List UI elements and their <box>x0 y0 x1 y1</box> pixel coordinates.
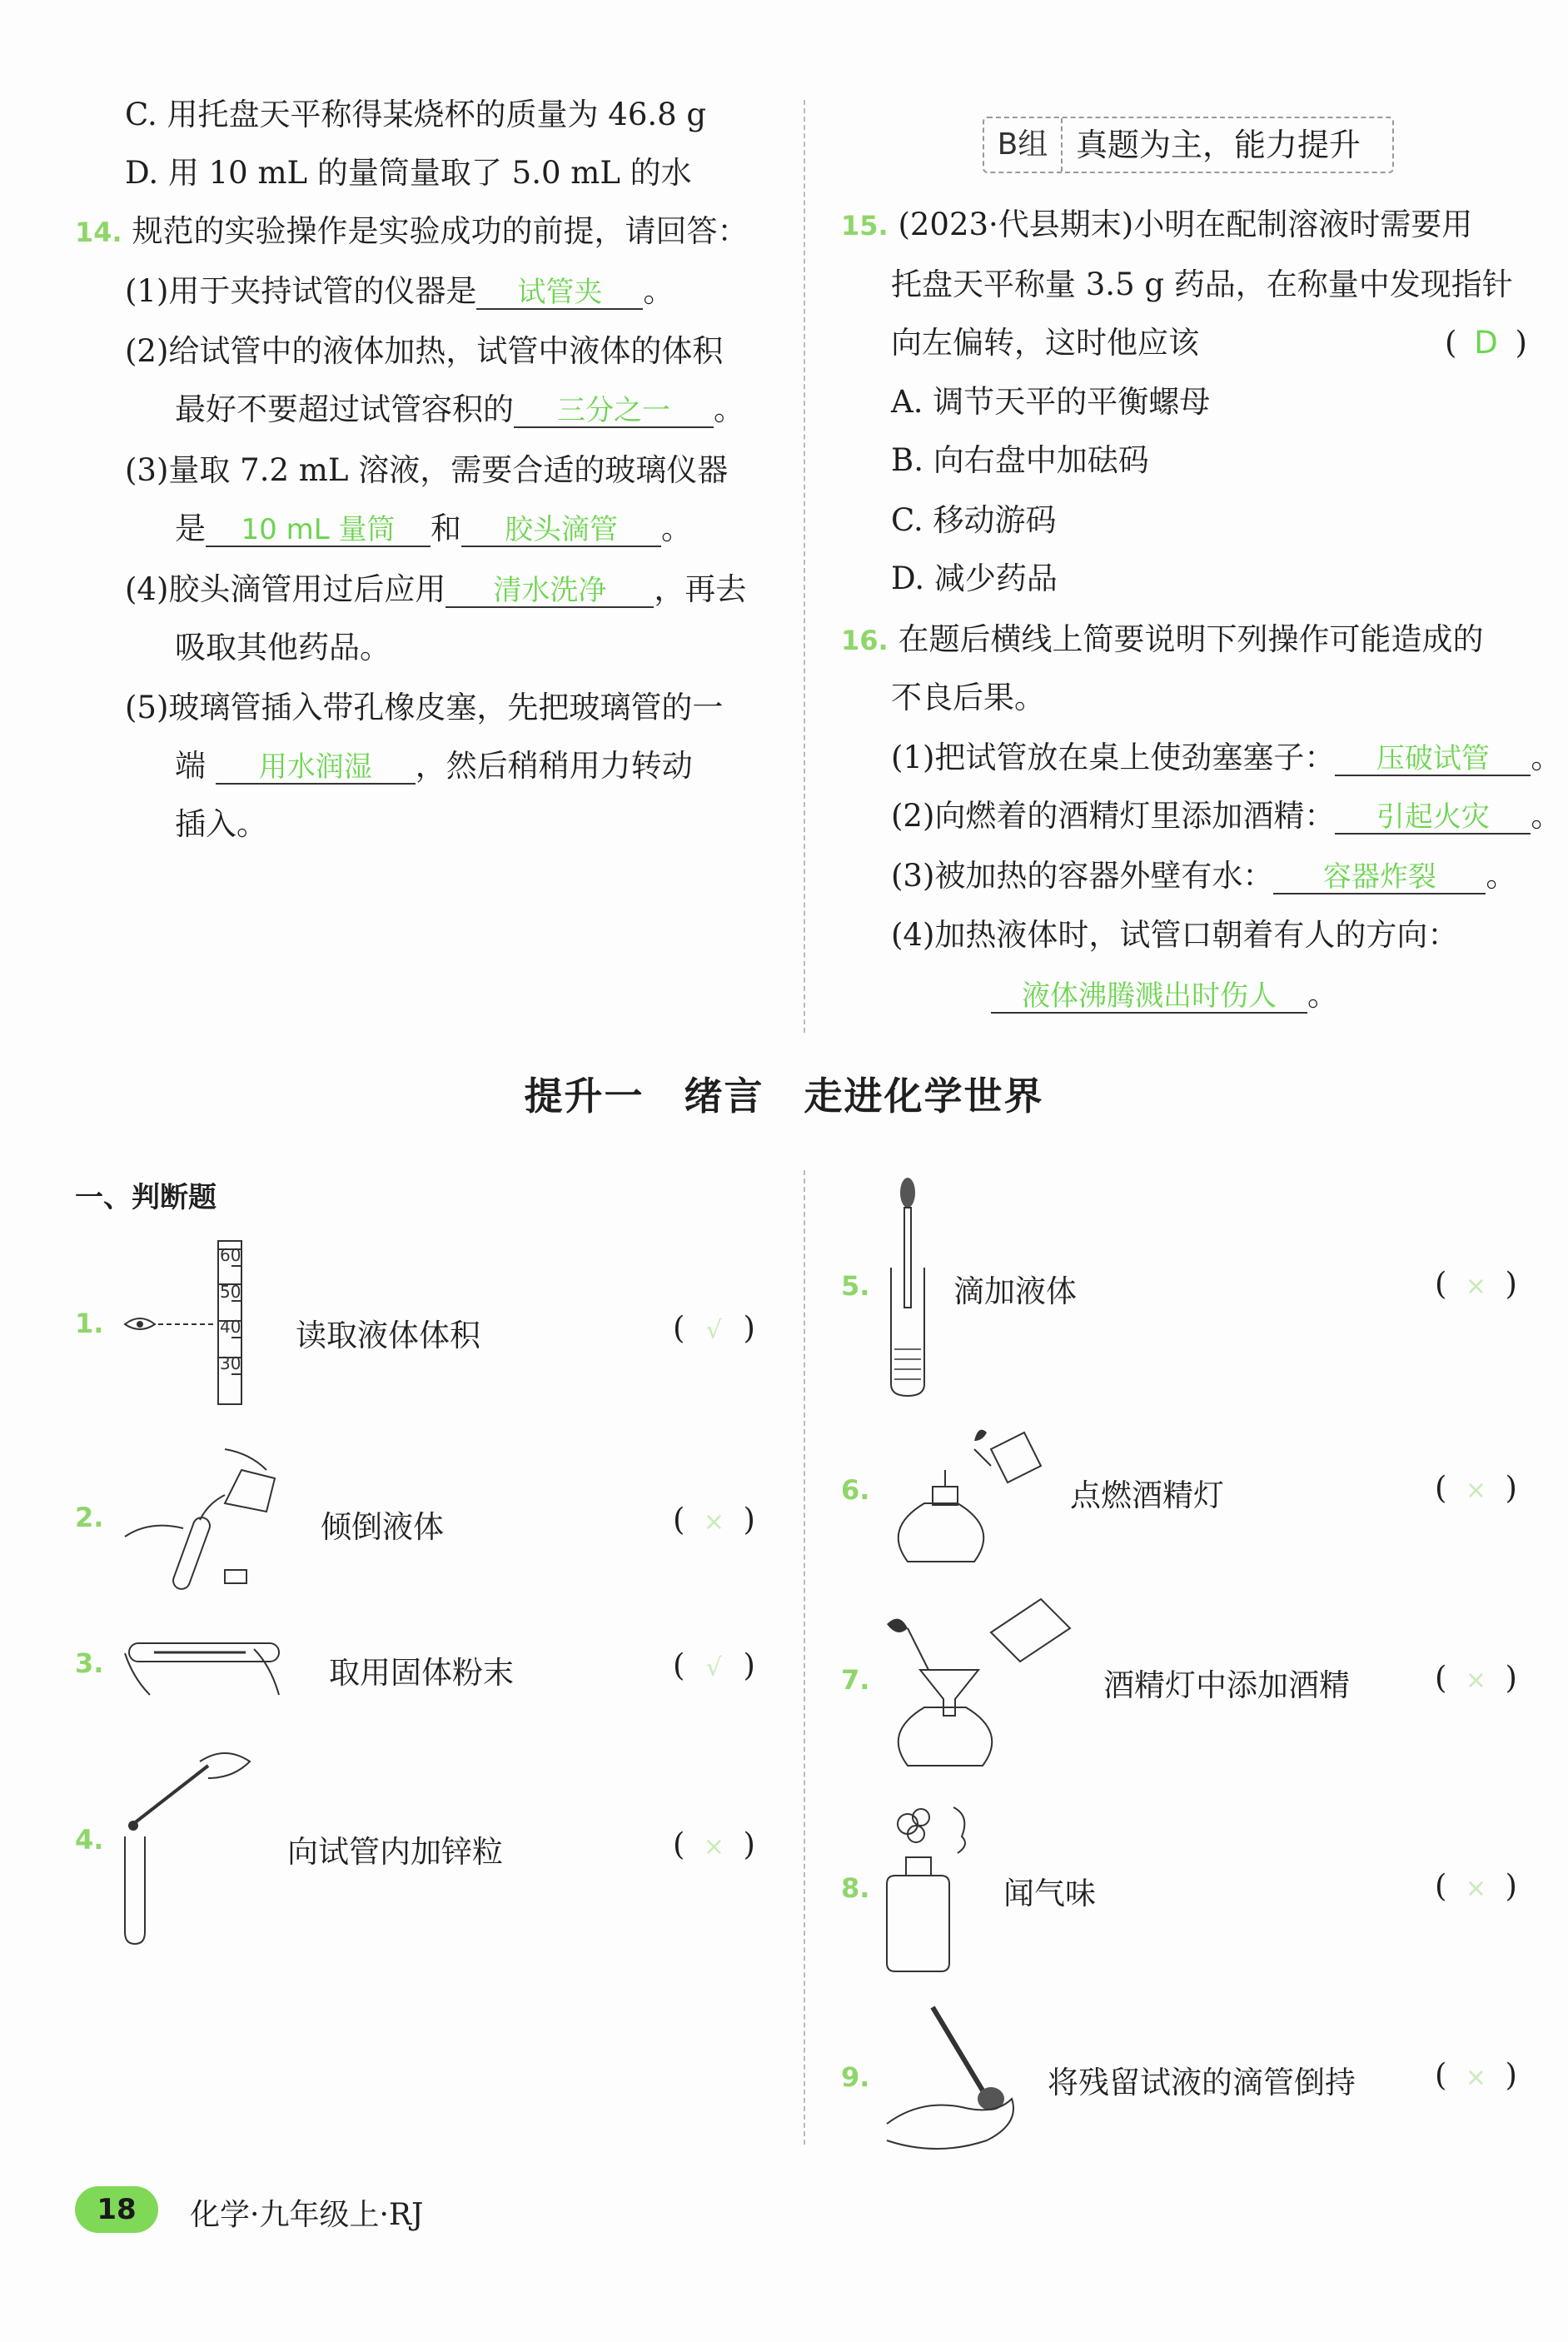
q16-part-2-end: 。 <box>1531 798 1562 834</box>
item-number: 4. <box>75 1824 104 1856</box>
q15-option-a: A. 调节天平的平衡螺母 <box>891 384 1211 420</box>
q16-part-3-end: 。 <box>1486 858 1517 894</box>
q15-option-d: D. 减少药品 <box>891 561 1058 596</box>
adding-zinc-grain-icon <box>117 1741 266 1949</box>
solid-powder-tube-icon <box>121 1628 287 1703</box>
column-divider-bottom <box>804 1170 805 2145</box>
q14-part-2-line2 <box>175 393 744 428</box>
question-16-line1 <box>841 623 1483 657</box>
page-number-badge: 18 <box>75 2186 158 2233</box>
item-label: 酒精灯中添加酒精 <box>1103 1667 1350 1703</box>
question-text: 在题后横线上简要说明下列操作可能造成的 <box>898 621 1484 657</box>
question-15-line2: 托盘天平称量 3.5 g 药品，在称量中发现指针 <box>891 267 1513 302</box>
q15-option-b: B. 向右盘中加砝码 <box>891 442 1149 478</box>
q14-answer-1: 试管夹 <box>476 277 643 310</box>
q14-part-2-line1: (2)给试管中的液体加热，试管中液体的体积 <box>125 333 724 369</box>
q14-answer-3b: 胶头滴管 <box>461 514 661 547</box>
pouring-liquid-icon <box>117 1445 283 1603</box>
item-number: 3. <box>75 1647 104 1679</box>
item-number: 1. <box>75 1308 104 1339</box>
cylinder-tick-30: 30 <box>220 1353 241 1373</box>
q16-answer-3: 容器炸裂 <box>1273 861 1486 894</box>
q16-part-2 <box>891 800 1561 835</box>
q14-part-5-line1: (5)玻璃管插入带孔橡皮塞，先把玻璃管的一 <box>125 690 724 725</box>
q14-part-1-end: 。 <box>643 273 674 309</box>
q14-part-3-line2 <box>175 512 692 547</box>
answer-mark: × <box>1465 1272 1486 1301</box>
q16-part-1-end: 。 <box>1531 740 1562 775</box>
answer-mark: × <box>1465 1874 1486 1903</box>
subject-label: 化学·九年级上·RJ <box>190 2198 424 2232</box>
dropper-inverted-icon <box>883 1999 1024 2157</box>
item-number: 9. <box>841 2061 870 2093</box>
group-b-header <box>983 117 1394 173</box>
lighting-alcohol-lamp-icon <box>883 1424 1041 1566</box>
question-text: 规范的实验操作是实验成功的前提，请回答： <box>132 213 749 249</box>
judge-mark-6: ( × ) <box>1435 1470 1517 1506</box>
q14-part-5-line3: 插入。 <box>175 806 267 842</box>
paren-open: ( <box>1445 325 1457 361</box>
answer-mark: × <box>1465 2063 1486 2092</box>
q14-part-4-end: ，再去 <box>654 571 747 607</box>
section-title: 提升一 绪言 走进化学世界 <box>524 1074 1044 1119</box>
paren-close: ) <box>1515 325 1527 361</box>
item-label: 滴加液体 <box>953 1273 1077 1309</box>
question-15-line1 <box>841 208 1472 242</box>
q14-part-3-text: 是 <box>175 511 206 546</box>
item-number: 8. <box>841 1872 870 1904</box>
item-number: 5. <box>841 1270 870 1302</box>
q16-answer-2: 引起火灾 <box>1335 801 1531 835</box>
q16-part-1 <box>891 741 1561 776</box>
answer-mark: × <box>703 1832 724 1861</box>
question-text: (2023·代县期末)小明在配制溶液时需要用 <box>898 207 1473 242</box>
q16-part-4-line1: (4)加热液体时，试管口朝着有人的方向： <box>891 917 1459 953</box>
q14-part-1 <box>125 275 674 310</box>
question-number: 16. <box>841 625 889 656</box>
q14-part-5-line2 <box>175 750 693 785</box>
sub-heading: 一、判断题 <box>75 1181 217 1214</box>
graduated-cylinder-eye-icon <box>117 1241 266 1408</box>
dropper-in-tube-icon <box>883 1174 933 1399</box>
cylinder-tick-50: 50 <box>220 1282 241 1302</box>
smelling-gas-icon <box>883 1799 983 1974</box>
judge-mark-3: ( √ ) <box>673 1647 755 1683</box>
q16-part-4-line2 <box>991 979 1338 1014</box>
q14-answer-3a: 10 mL 量筒 <box>206 514 431 547</box>
q16-part-3 <box>891 860 1516 894</box>
column-divider-top <box>804 100 805 1033</box>
q14-part-3-and: 和 <box>431 511 461 546</box>
item-label: 读取液体体积 <box>296 1318 480 1353</box>
question-15-answer <box>1445 326 1527 360</box>
item-label: 取用固体粉末 <box>329 1655 514 1691</box>
judge-mark-2: ( × ) <box>673 1502 755 1537</box>
q14-part-1-text: (1)用于夹持试管的仪器是 <box>125 273 477 309</box>
q14-part-3-end: 。 <box>661 511 692 546</box>
q16-part-4-end: 。 <box>1307 977 1338 1013</box>
option-c-line: C. 用托盘天平称得某烧杯的质量为 46.8 g <box>125 97 707 132</box>
q14-part-4-text: (4)胶头滴管用过后应用 <box>125 571 446 607</box>
item-label: 向试管内加锌粒 <box>287 1834 503 1870</box>
group-b-title: 真题为主，能力提升 <box>1076 127 1361 163</box>
question-15-line3: 向左偏转，这时他应该 <box>891 325 1199 361</box>
q14-part-4-line1 <box>125 573 746 608</box>
question-number: 15. <box>841 210 889 242</box>
q14-answer-5: 用水润湿 <box>216 751 416 785</box>
answer-choice: D <box>1474 325 1498 361</box>
option-d-line: D. 用 10 mL 的量筒量取了 5.0 mL 的水 <box>125 155 692 191</box>
q14-part-5-end: ，然后稍稍用力转动 <box>415 748 693 784</box>
judge-mark-9: ( × ) <box>1435 2057 1517 2093</box>
answer-mark: × <box>1465 1666 1486 1695</box>
judge-mark-7: ( × ) <box>1435 1660 1517 1696</box>
q14-part-3-line1: (3)量取 7.2 mL 溶液，需要合适的玻璃仪器 <box>125 452 729 488</box>
question-number: 14. <box>75 217 122 248</box>
question-16-line2: 不良后果。 <box>891 680 1045 715</box>
answer-mark: × <box>703 1507 724 1537</box>
cylinder-tick-60: 60 <box>220 1245 241 1265</box>
answer-mark: √ <box>705 1316 722 1345</box>
judge-mark-4: ( × ) <box>673 1826 755 1862</box>
q16-answer-4: 液体沸腾溅出时伤人 <box>991 980 1307 1014</box>
q14-answer-2: 三分之一 <box>514 395 714 428</box>
group-b-label: B组 <box>984 118 1063 172</box>
q14-part-4-line2: 吸取其他药品。 <box>175 630 391 665</box>
q14-part-2-text: 最好不要超过试管容积的 <box>175 391 514 427</box>
q14-part-5-text: 端 <box>175 748 206 784</box>
question-14-stem <box>75 215 748 249</box>
refilling-alcohol-lamp-icon <box>883 1591 1083 1770</box>
item-number: 6. <box>841 1474 870 1506</box>
judge-mark-1: ( √ ) <box>673 1310 755 1346</box>
cylinder-tick-40: 40 <box>220 1317 241 1337</box>
item-number: 2. <box>75 1502 104 1533</box>
item-label: 倾倒液体 <box>321 1509 444 1545</box>
item-number: 7. <box>841 1664 870 1696</box>
q14-answer-4: 清水洗净 <box>446 575 654 608</box>
q15-option-c: C. 移动游码 <box>891 502 1057 538</box>
item-label: 点燃酒精灯 <box>1070 1477 1224 1513</box>
q16-part-1-text: (1)把试管放在桌上使劲塞塞子： <box>891 740 1336 775</box>
q16-answer-1: 压破试管 <box>1335 743 1531 776</box>
judge-mark-5: ( × ) <box>1435 1266 1517 1302</box>
answer-mark: √ <box>705 1653 722 1682</box>
item-label: 将残留试液的滴管倒持 <box>1048 2065 1356 2100</box>
item-label: 闻气味 <box>1003 1876 1096 1911</box>
judge-mark-8: ( × ) <box>1435 1868 1517 1904</box>
q16-part-2-text: (2)向燃着的酒精灯里添加酒精： <box>891 798 1336 834</box>
q16-part-3-text: (3)被加热的容器外壁有水： <box>891 858 1274 894</box>
answer-mark: × <box>1465 1476 1486 1505</box>
q14-part-2-end: 。 <box>714 391 744 427</box>
